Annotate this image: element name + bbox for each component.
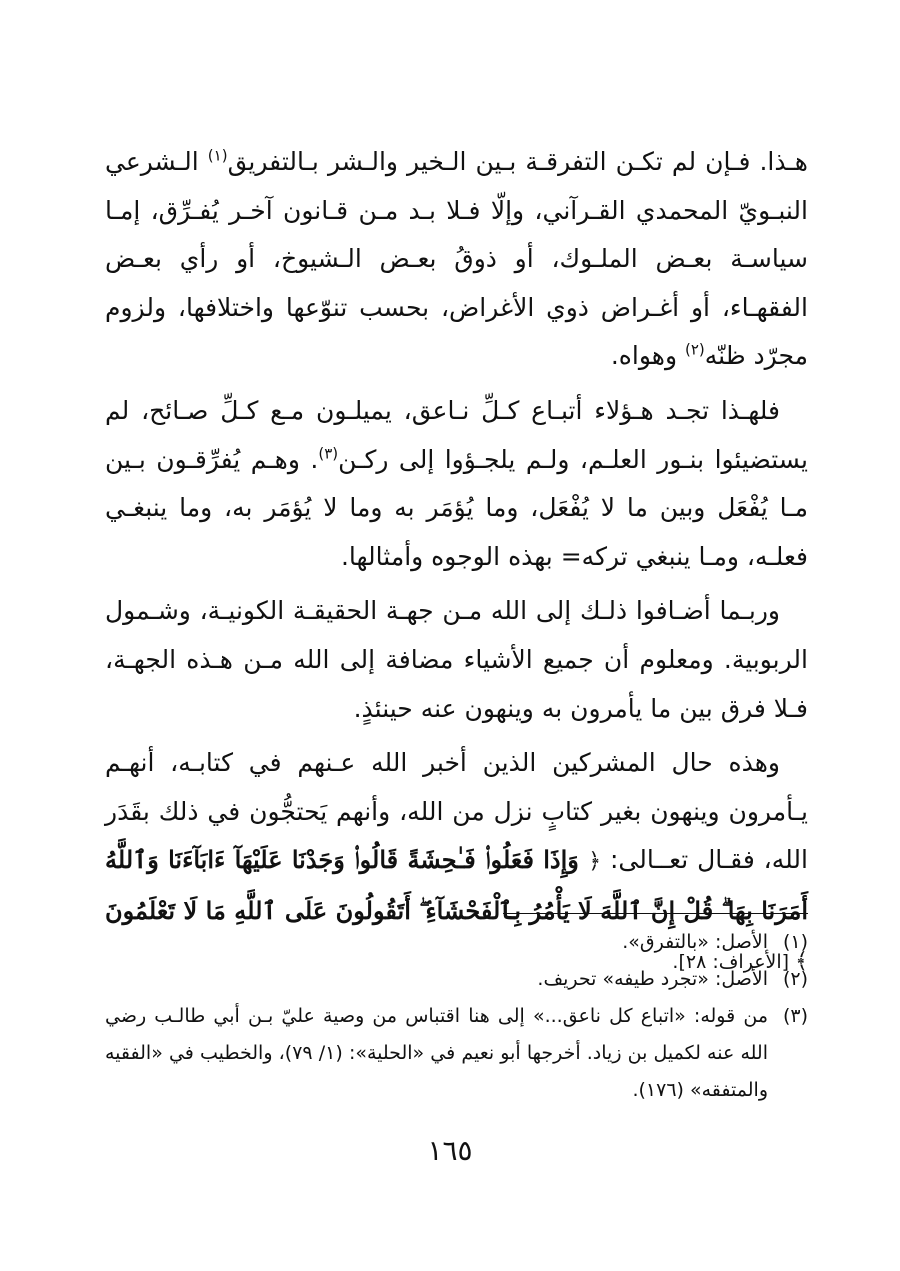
paragraph-3 xyxy=(105,587,808,733)
footnote-2 xyxy=(105,961,808,998)
footnote-3-text: من قوله: «اتباع كل ناعق...» إلى هنا اقتباس من وصية عليّ بـن أبي طالـب رضي الله عنه لكميل بن زياد. أخرجها أبو نعيم في «الحلية»: (١/ ٧٩)، والخطيب في «الفقيه والمتفقه» (١٧٦). xyxy=(105,1005,768,1101)
paragraph-1-part-b: الـشرعي النبـويّ المحمدي القـرآني، وإلّا فـلا بـد مـن قـانون آخـر يُفـرِّق، إمـا سياسـة بعـض الملـوك، أو ذوقُ بعـض الـشيوخ، أو رأي بعـض الفقهـاء، أو أغـراض ذوي الأغراض، بحسب تنوّعها واختلافها، ولزوم مجرّد ظنّه xyxy=(105,147,808,371)
quran-brace-close: ﴾ xyxy=(795,948,808,974)
verse-citation: [الأعراف: ٢٨]. xyxy=(672,950,796,973)
footnotes xyxy=(105,924,808,1109)
paragraph-4-text: وهذه حال المشركين الذين أخبر الله عـنهم في كتابـه، أنهـم يـأمرون وينهون بغير كتابٍ نزل من الله، وأنهم يَحتجُّون في ذلك بقَدَر الله، فقـال تعــالى: xyxy=(105,748,808,875)
page-body xyxy=(105,138,808,992)
footnote-marker-1: (١) xyxy=(207,146,228,165)
footnote-marker-2: (٢) xyxy=(684,341,705,360)
footnote-3 xyxy=(105,998,808,1109)
footnote-3-number: (٣) xyxy=(782,1005,808,1027)
paragraph-2 xyxy=(105,387,808,581)
footnote-2-text: الأصل: «تجرد طيفه» تحريف. xyxy=(537,968,768,990)
footnote-divider xyxy=(503,913,808,914)
paragraph-3-text: وربـما أضـافوا ذلـك إلى الله مـن جهـة الحقيقـة الكونيـة، وشـمول الربوبية. ومعلوم أن جميع الأشياء مضافة إلى الله مـن هـذه الجهـة، فـلا فرق بين ما يأمرون به وينهون عنه حينئذٍ. xyxy=(105,596,808,723)
quran-verse: وَإِذَا فَعَلُوا۟ فَـٰحِشَةً قَالُوا۟ وَجَدْنَا عَلَيْهَآ ءَابَآءَنَا وَٱللَّهُ أَمَرَنَا بِهَا ۗ قُلْ إِنَّ ٱللَّهَ لَا يَأْمُرُ بِٱلْفَحْشَآءِ ۖ أَتَقُولُونَ عَلَى ٱللَّهِ مَا لَا تَعْلَمُونَ xyxy=(105,845,808,925)
footnote-1 xyxy=(105,924,808,961)
footnote-marker-3: (٣) xyxy=(318,444,339,463)
paragraph-1-part-a: هـذا. فـإن لم تكـن التفرقـة بـين الـخير والـشر بـالتفريق xyxy=(227,147,808,176)
paragraph-2-part-a: فلهـذا تجـد هـؤلاء أتبـاع كـلِّ نـاعق، يميلـون مـع كـلِّ صـائح، لم يستضيئوا بنـور العلـم، ولـم يلجـؤوا إلى ركـن xyxy=(105,395,809,474)
paragraph-1-part-c: وهواه. xyxy=(610,341,685,371)
paragraph-1 xyxy=(105,138,808,381)
quran-brace-open: ﴿ xyxy=(588,849,602,875)
page-number: ١٦٥ xyxy=(427,1134,473,1167)
paragraph-2-part-b: . وهـم يُفرِّقـون بـين مـا يُفْعَل وبين ما لا يُفْعَل، وما يُؤمَر به وما لا يُؤمَر به، وما ينبغـي فعلـه، ومـا ينبغي تركه= بهذه الوجوه وأمثالها. xyxy=(105,444,808,571)
footnote-2-number: (٢) xyxy=(782,968,808,990)
footnote-1-text: الأصل: «بالتفرق». xyxy=(622,931,768,953)
main-text xyxy=(105,138,808,986)
footnote-1-number: (١) xyxy=(782,931,808,953)
